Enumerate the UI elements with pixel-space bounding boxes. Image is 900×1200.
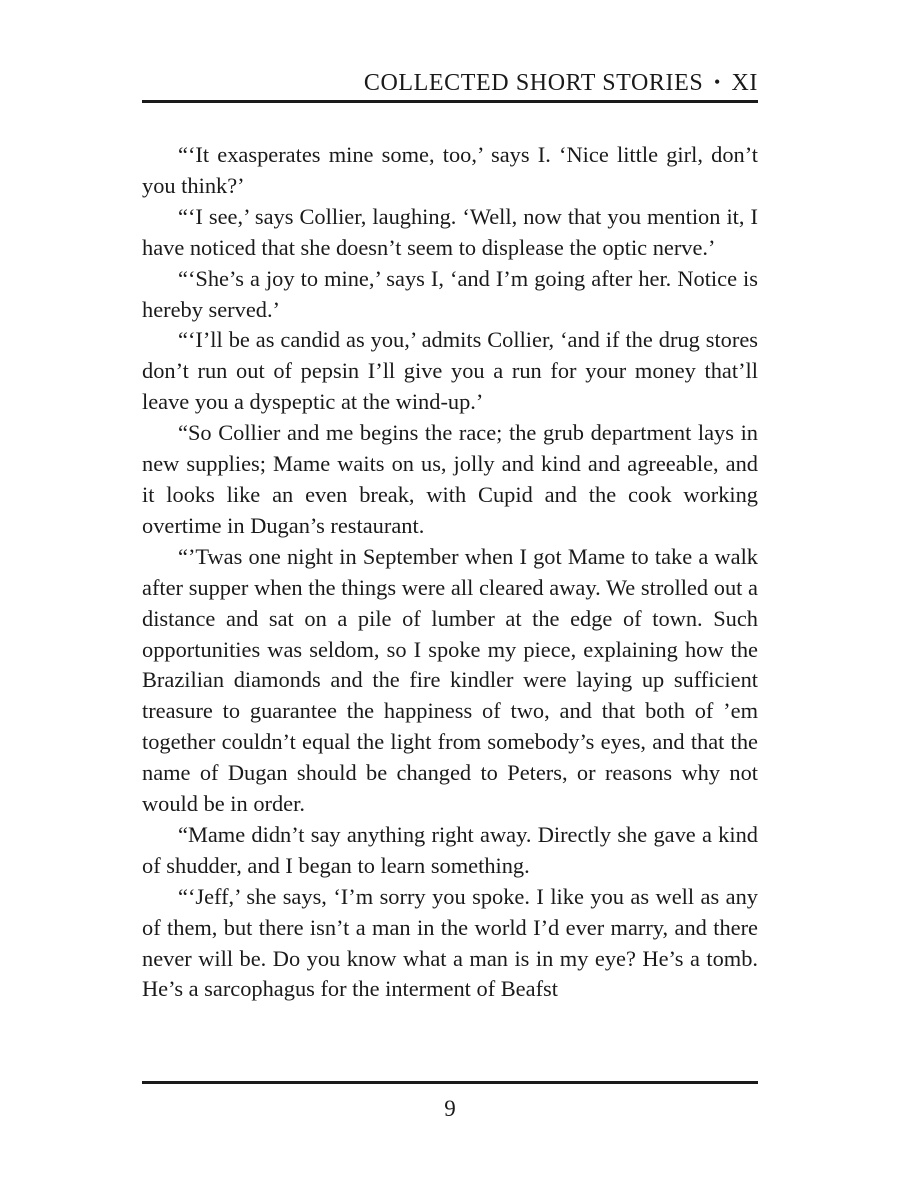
paragraph: “‘I see,’ says Collier, laughing. ‘Well, now that you mention it, I have noticed that she doesn’t seem to displease the optic nerve.’	[142, 203, 758, 260]
book-title: COLLECTED SHORT STORIES	[363, 70, 704, 96]
paragraph: “‘I’ll be as candid as you,’ admits Collier, ‘and if the drug stores don’t run out of pepsin I’ll give you a run for your money that’ll leave you a dyspeptic at the wind-up.’	[142, 327, 758, 415]
paragraph: “‘She’s a joy to mine,’ says I, ‘and I’m going after her. Notice is hereby served.’	[142, 265, 758, 322]
running-head	[142, 66, 758, 98]
bullet-separator: •	[713, 72, 721, 92]
body-text	[142, 140, 758, 1005]
volume-number: XI	[731, 70, 758, 96]
header-rule	[142, 100, 758, 103]
paragraph: “‘It exasperates mine some, too,’ says I. ‘Nice little girl, don’t you think?’	[142, 142, 758, 198]
paragraph: “‘Jeff,’ she says, ‘I’m sorry you spoke. I like you as well as any of them, but there isn’t a man in the world I’d ever marry, and there never will be. Do you know what a man is in my eye? He’s a tomb. He’s a sarcophagus for the interment of Beafst	[142, 883, 758, 1002]
paragraph: “Mame didn’t say anything right away. Directly she gave a kind of shudder, and I began to learn something.	[142, 821, 758, 878]
paragraph: “So Collier and me begins the race; the grub department lays in new supplies; Mame waits on us, jolly and kind and agreeable, and it looks like an even break, with Cupid and the cook working overtime in Dugan’s restaurant.	[142, 420, 758, 538]
footer-rule	[142, 1081, 758, 1084]
page-number: 9	[444, 1096, 456, 1121]
paragraph: “’Twas one night in September when I got Mame to take a walk after supper when the things were all cleared away. We strolled out a distance and sat on a pile of lumber at the edge of town. Such opportunities was seldom, so I spoke my piece, explaining how the Brazilian diamonds and the fire kindler were laying up sufficient treasure to guarantee the happiness of two, and that both of ’em together couldn’t equal the light from somebody’s eyes, and that the name of Dugan should be changed to Peters, or reasons why not would be in order.	[142, 543, 758, 817]
